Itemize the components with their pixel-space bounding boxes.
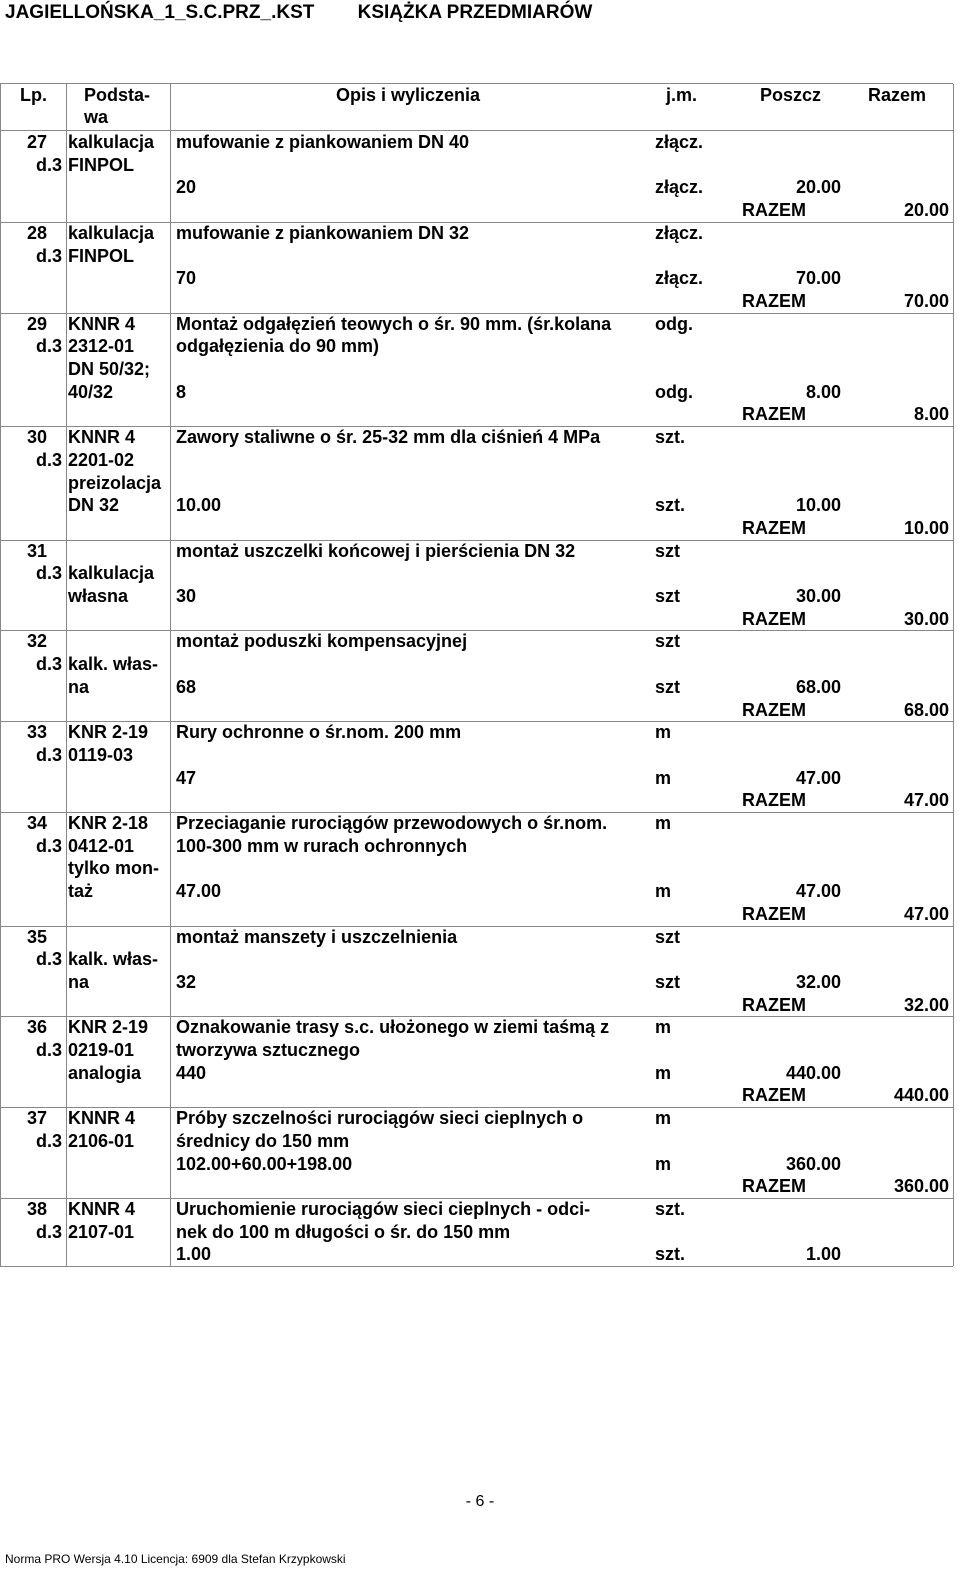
razem-label: RAZEM <box>742 790 806 811</box>
item-partial-value: 10.00 <box>795 495 841 516</box>
item-partial-value: 68.00 <box>795 676 841 697</box>
item-basis-line: KNR 2-19 <box>68 1017 149 1038</box>
razem-label: RAZEM <box>742 699 806 720</box>
item-unit: m <box>655 813 672 833</box>
item-section: d.3 <box>36 949 63 970</box>
razem-label: RAZEM <box>742 200 806 221</box>
item-calculation: 1.00 <box>176 1244 212 1265</box>
item-partial-value: 30.00 <box>795 586 841 606</box>
document-header <box>5 0 630 30</box>
item-unit: m <box>655 1017 672 1038</box>
item-basis-line: na <box>68 971 90 992</box>
item-basis-line: na <box>68 676 90 697</box>
item-description-line: Montaż odgałęzień teowych o śr. 90 mm. (śr.kolana <box>176 313 612 334</box>
item-number: 27 <box>27 132 48 152</box>
item-total-value: 32.00 <box>903 994 949 1015</box>
item-unit: szt. <box>655 1198 686 1219</box>
item-description-line: Oznakowanie trasy s.c. ułożonego w ziemi taśmą z <box>176 1017 610 1038</box>
column-header-podstawa-1: Podsta- <box>84 85 151 105</box>
column-divider <box>170 84 171 1266</box>
item-unit: szt <box>655 631 681 652</box>
column-divider <box>66 84 67 1266</box>
item-section: d.3 <box>36 654 63 675</box>
item-description-line: Uruchomienie rurociągów sieci cieplnych - odci- <box>176 1198 591 1219</box>
item-basis-line: KNR 2-19 <box>68 722 149 743</box>
item-total-value: 440.00 <box>893 1085 949 1106</box>
item-calculation-unit: m <box>655 881 672 902</box>
item-basis-line: własna <box>68 586 129 606</box>
row-divider <box>0 1266 953 1267</box>
item-basis-line: preizolacja <box>68 472 162 493</box>
item-basis-line: FINPOL <box>68 154 134 175</box>
item-section: d.3 <box>36 449 63 470</box>
item-description-line: nek do 100 m długości o śr. do 150 mm <box>176 1221 511 1242</box>
item-calculation-unit: m <box>655 1153 672 1174</box>
item-total-value: 360.00 <box>893 1176 949 1197</box>
item-calculation-unit: szt. <box>655 1244 686 1265</box>
razem-label: RAZEM <box>742 290 806 311</box>
item-description-line: średnicy do 150 mm <box>176 1130 350 1151</box>
item-calculation: 440 <box>176 1062 207 1083</box>
item-partial-value: 440.00 <box>785 1062 841 1083</box>
item-calculation: 47.00 <box>176 881 222 902</box>
row-divider <box>0 926 953 927</box>
item-section: d.3 <box>36 245 63 266</box>
item-unit: szt <box>655 540 681 561</box>
column-header-jm: j.m. <box>666 85 698 105</box>
item-basis-line: 2107-01 <box>68 1221 135 1242</box>
item-total-value: 70.00 <box>903 290 949 311</box>
item-number: 36 <box>27 1017 48 1038</box>
item-basis-line: 0119-03 <box>68 744 134 765</box>
document-title: KSIĄŻKA PRZEDMIARÓW <box>357 2 593 23</box>
item-description-line: montaż uszczelki końcowej i pierścienia DN 32 <box>176 540 576 561</box>
item-description-line: 100-300 mm w rurach ochronnych <box>176 835 468 856</box>
item-number: 34 <box>27 813 48 833</box>
item-calculation: 47 <box>176 767 197 788</box>
item-basis-line: kalk. włas- <box>68 654 159 675</box>
item-unit: szt <box>655 926 681 947</box>
item-partial-value: 32.00 <box>795 971 841 992</box>
item-description-line: Zawory staliwne o śr. 25-32 mm dla ciśnień 4 MPa <box>176 427 601 448</box>
item-partial-value: 20.00 <box>795 177 841 198</box>
item-calculation: 8 <box>176 381 187 402</box>
item-basis-line: 0219-01 <box>68 1040 135 1060</box>
item-basis-line: KNNR 4 <box>68 1198 136 1219</box>
item-basis-line: kalkulacja <box>68 563 155 584</box>
item-number: 38 <box>27 1198 48 1219</box>
item-section: d.3 <box>36 835 63 856</box>
item-number: 28 <box>27 222 48 243</box>
item-basis-line: tylko mon- <box>68 858 160 879</box>
item-calculation: 32 <box>176 971 197 992</box>
item-section: d.3 <box>36 1040 63 1060</box>
item-description-line: montaż manszety i uszczelnienia <box>176 926 458 947</box>
item-total-value: 10.00 <box>903 517 949 538</box>
item-basis-line: 0412-01 <box>68 835 135 856</box>
item-basis-line: FINPOL <box>68 245 134 266</box>
column-header-poszcz: Poszcz <box>760 85 822 105</box>
item-calculation: 20 <box>176 177 197 198</box>
razem-label: RAZEM <box>742 608 806 629</box>
item-total-value: 47.00 <box>903 903 949 924</box>
item-calculation-unit: odg. <box>655 381 693 402</box>
license-info: Norma PRO Wersja 4.10 Licencja: 6909 dla Stefan Krzypkowski <box>5 1552 346 1566</box>
item-basis-line: DN 32 <box>68 495 120 516</box>
item-description-line: tworzywa sztucznego <box>176 1040 361 1060</box>
item-partial-value: 360.00 <box>785 1153 841 1174</box>
row-divider <box>0 630 953 631</box>
item-description-line: odgałęzienia do 90 mm) <box>176 336 380 357</box>
item-number: 35 <box>27 926 48 947</box>
item-basis-line: DN 50/32; <box>68 359 151 379</box>
item-basis-line: 40/32 <box>68 381 114 402</box>
item-calculation-unit: szt <box>655 676 681 697</box>
item-partial-value: 47.00 <box>795 767 841 788</box>
item-calculation: 30 <box>176 586 197 606</box>
item-calculation-unit: złącz. <box>655 177 704 198</box>
item-total-value: 20.00 <box>903 200 949 221</box>
item-section: d.3 <box>36 744 63 765</box>
item-unit: złącz. <box>655 222 704 243</box>
item-calculation-unit: szt <box>655 971 681 992</box>
item-total-value: 30.00 <box>903 608 949 629</box>
razem-label: RAZEM <box>742 404 806 425</box>
item-calculation: 68 <box>176 676 197 697</box>
item-basis-line: KNNR 4 <box>68 427 136 448</box>
razem-label: RAZEM <box>742 994 806 1015</box>
razem-label: RAZEM <box>742 903 806 924</box>
item-number: 37 <box>27 1108 48 1129</box>
item-description-line: mufowanie z piankowaniem DN 40 <box>176 132 470 152</box>
file-name: JAGIELLOŃSKA_1_S.C.PRZ_.KST <box>5 2 315 23</box>
item-unit: szt. <box>655 427 686 448</box>
item-number: 29 <box>27 313 48 334</box>
item-description-line: mufowanie z piankowaniem DN 32 <box>176 222 470 243</box>
item-total-value: 8.00 <box>913 404 949 425</box>
item-total-value: 68.00 <box>903 699 949 720</box>
item-total-value: 47.00 <box>903 790 949 811</box>
item-section: d.3 <box>36 1130 63 1151</box>
item-calculation: 10.00 <box>176 495 222 516</box>
item-unit: złącz. <box>655 132 704 152</box>
item-basis-line: analogia <box>68 1062 142 1083</box>
razem-label: RAZEM <box>742 1176 806 1197</box>
item-calculation: 70 <box>176 268 197 289</box>
item-number: 30 <box>27 427 48 448</box>
item-partial-value: 1.00 <box>805 1244 841 1265</box>
item-calculation-unit: szt <box>655 586 681 606</box>
item-partial-value: 47.00 <box>795 881 841 902</box>
item-unit: odg. <box>655 313 693 334</box>
item-basis-line: KNNR 4 <box>68 1108 136 1129</box>
column-divider <box>0 84 1 1266</box>
item-calculation-unit: szt. <box>655 495 686 516</box>
column-header-razem: Razem <box>868 85 927 105</box>
item-calculation: 102.00+60.00+198.00 <box>176 1153 353 1174</box>
item-section: d.3 <box>36 563 63 584</box>
razem-label: RAZEM <box>742 517 806 538</box>
item-section: d.3 <box>36 1221 63 1242</box>
column-header-podstawa-2: wa <box>84 107 109 127</box>
item-basis-line: kalkulacja <box>68 222 155 243</box>
item-basis-line: taż <box>68 881 94 902</box>
item-partial-value: 8.00 <box>805 381 841 402</box>
item-number: 33 <box>27 722 48 743</box>
item-calculation-unit: m <box>655 767 672 788</box>
razem-label: RAZEM <box>742 1085 806 1106</box>
item-unit: m <box>655 722 672 743</box>
item-calculation-unit: złącz. <box>655 268 704 289</box>
item-basis-line: KNR 2-18 <box>68 813 149 833</box>
item-basis-line: kalk. włas- <box>68 949 159 970</box>
page-number: - 6 - <box>465 1493 495 1510</box>
item-unit: m <box>655 1108 672 1129</box>
item-description-line: Próby szczelności rurociągów sieci cieplnych o <box>176 1108 584 1129</box>
column-header-opis: Opis i wyliczenia <box>336 85 481 105</box>
column-header-lp: Lp. <box>20 85 47 105</box>
item-basis-line: 2312-01 <box>68 336 135 357</box>
item-calculation-unit: m <box>655 1062 672 1083</box>
item-basis-line: KNNR 4 <box>68 313 136 334</box>
item-partial-value: 70.00 <box>795 268 841 289</box>
item-description-line: Rury ochronne o śr.nom. 200 mm <box>176 722 462 743</box>
item-section: d.3 <box>36 336 63 357</box>
item-basis-line: kalkulacja <box>68 132 155 152</box>
item-basis-line: 2201-02 <box>68 449 135 470</box>
item-number: 32 <box>27 631 48 652</box>
item-description-line: Przeciaganie rurociągów przewodowych o śr.nom. <box>176 813 608 833</box>
item-section: d.3 <box>36 154 63 175</box>
item-number: 31 <box>27 540 48 561</box>
column-divider <box>953 84 954 1266</box>
item-description-line: montaż poduszki kompensacyjnej <box>176 631 468 652</box>
item-basis-line: 2106-01 <box>68 1130 135 1151</box>
table-top-border <box>0 83 953 84</box>
